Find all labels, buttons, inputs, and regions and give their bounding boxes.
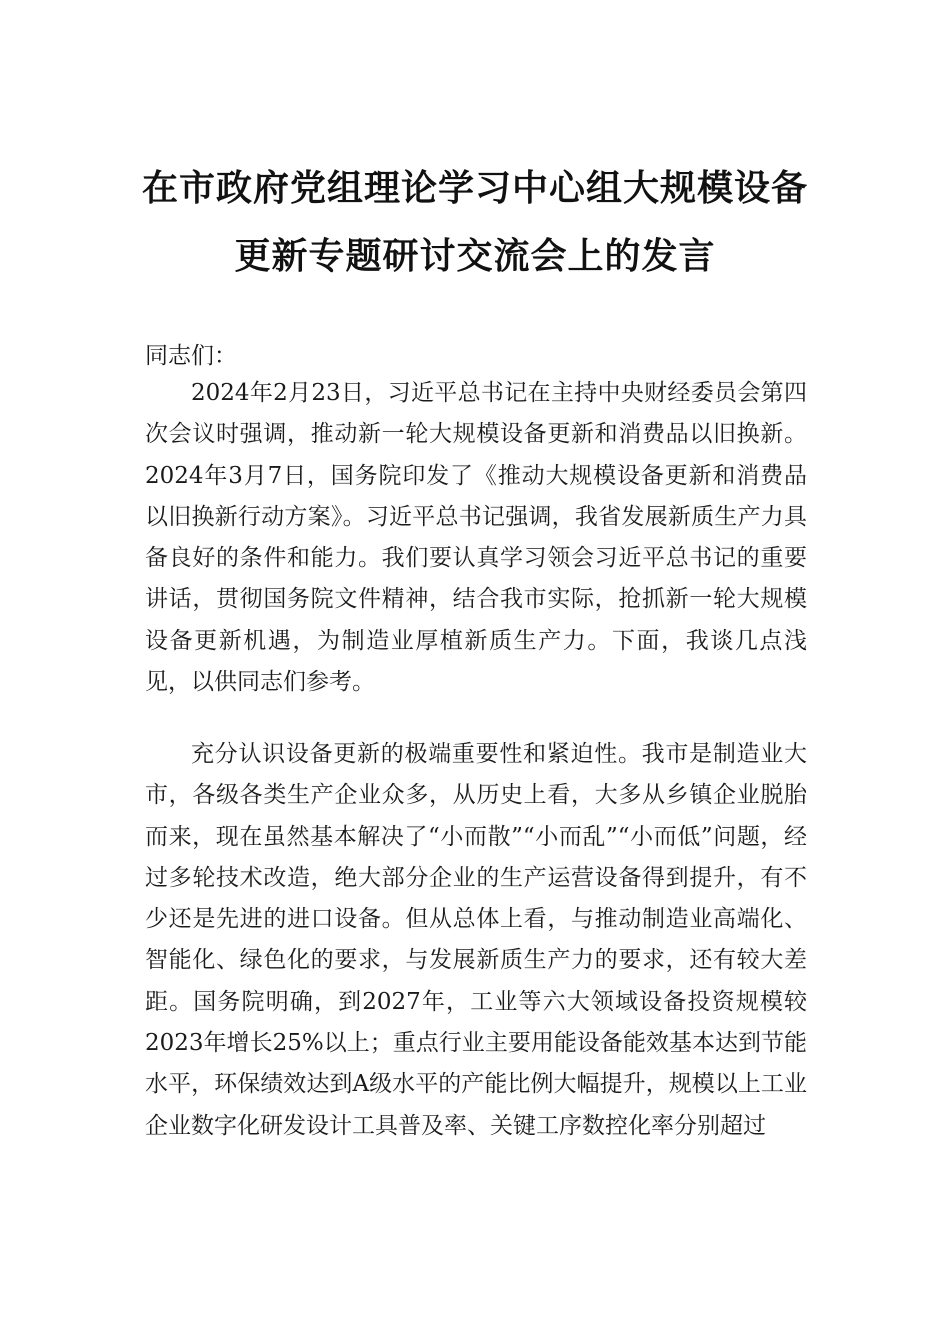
paragraph-2: 充分认识设备更新的极端重要性和紧迫性。我市是制造业大市，各级各类生产企业众多，从历史上看，大多从乡镇企业脱胎而来，现在虽然基本解决了“小而散”“小而乱”“小而低”问题，经过多轮技术改造，绝大部分企业的生产运营设备得到提升，有不少还是先进的进口设备。但从总体上看，与推动制造业高端化、智能化、绿色化的要求，与发展新质生产力的要求，还有较大差距。国务院明确，到2027年，工业等六大领域设备投资规模较2023年增长25%以上；重点行业主要用能设备能效基本达到节能水平，环保绩效达到A级水平的产能比例大幅提升，规模以上工业企业数字化研发设计工具普及率、关键工序数控化率分别超过 [145,741,807,1139]
salutation: 同志们： [145,343,237,369]
document-title-line-2: 更新专题研讨交流会上的发言 [234,235,716,277]
document-title-line-1: 在市政府党组理论学习中心组大规模设备 [141,167,808,209]
paragraph-1: 2024年2月23日，习近平总书记在主持中央财经委员会第四次会议时强调，推动新一轮大规模设备更新和消费品以旧换新。2024年3月7日，国务院印发了《推动大规模设备更新和消费品以旧换新行动方案》。习近平总书记强调，我省发展新质生产力具备良好的条件和能力。我们要认真学习领会习近平总书记的重要讲话，贯彻国务院文件精神，结合我市实际，抢抓新一轮大规模设备更新机遇，为制造业厚植新质生产力。下面，我谈几点浅见，以供同志们参考。 [145,380,807,696]
